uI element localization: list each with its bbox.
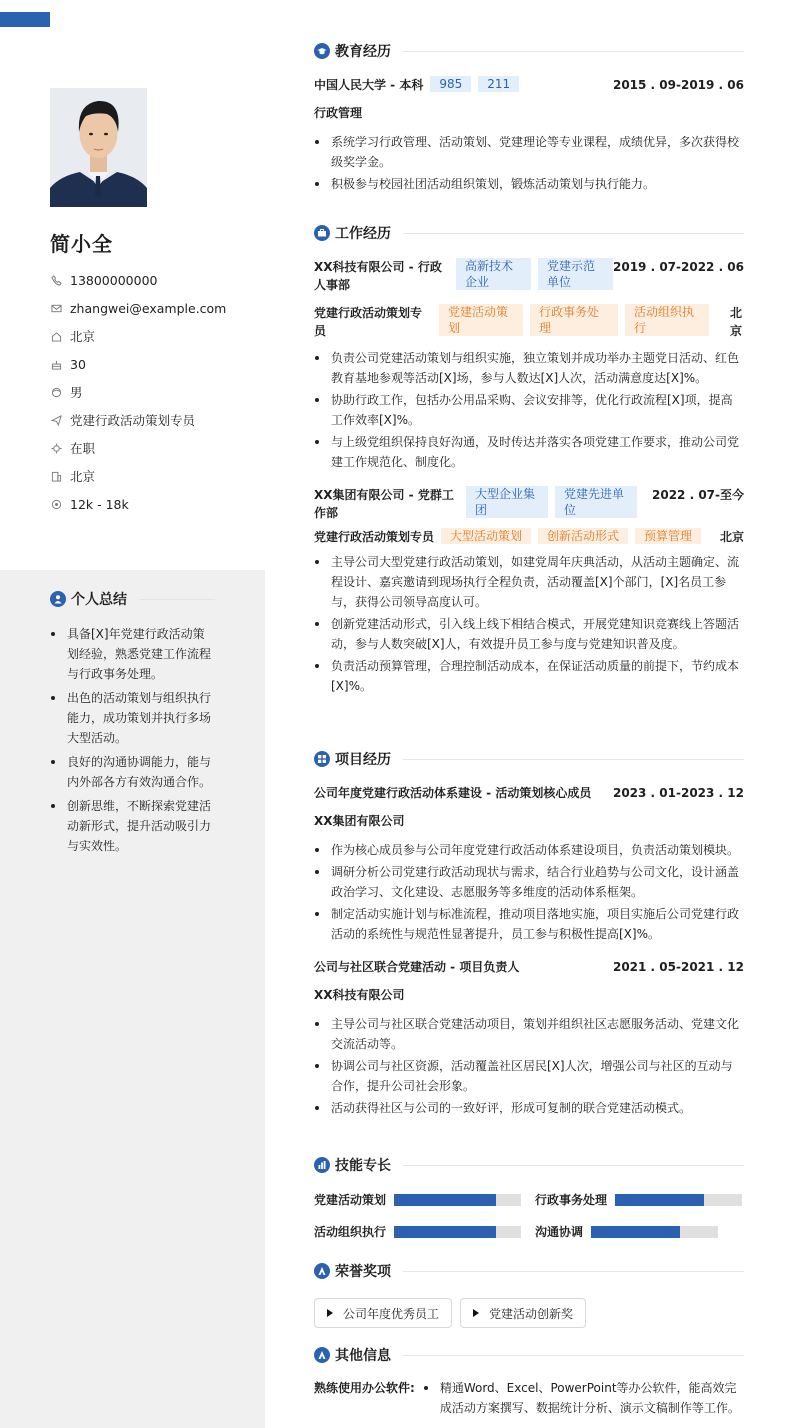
skill-tag: 活动组织执行 — [625, 304, 709, 336]
info-position: 党建行政活动策划专员 — [50, 406, 260, 434]
project-name: 公司年度党建行政活动体系建设 - 活动策划核心成员 — [314, 786, 592, 800]
project-item: 活动获得社区与公司的一致好评，形成可复制的联合党建活动模式。 — [314, 1098, 744, 1118]
major: 行政管理 — [314, 106, 363, 120]
education-header: 教育经历 — [314, 40, 744, 62]
education-section — [314, 40, 744, 196]
skill-tag: 大型活动策划 — [441, 528, 531, 544]
building-icon — [50, 470, 62, 482]
status-icon — [50, 442, 62, 454]
skill-tag: 行政事务处理 — [530, 304, 618, 336]
other-label: 熟练使用办公软件: — [314, 1381, 415, 1395]
company-tag: 高新技术企业 — [456, 258, 531, 290]
skill-row: 活动组织执行 — [314, 1223, 521, 1240]
honors-list — [314, 1298, 744, 1328]
info-salary: 12k - 18k — [50, 490, 260, 518]
school-name: 中国人民大学 - 本科 — [314, 78, 424, 92]
info-age: 30 — [50, 350, 260, 378]
skill-tag: 党建活动策划 — [439, 304, 523, 336]
honors-header: 荣誉奖项 — [314, 1260, 744, 1282]
phone-icon — [50, 274, 62, 286]
triangle-icon — [327, 1309, 333, 1317]
skill-bar — [394, 1226, 521, 1238]
honors-section — [314, 1260, 744, 1328]
job-item: 与上级党组织保持良好沟通，及时传达并落实各项党建工作要求，推动公司党建工作规范化、制度化。 — [314, 432, 744, 472]
info-city: 北京 — [50, 322, 260, 350]
skill-row: 行政事务处理 — [535, 1191, 742, 1208]
summary-section — [50, 588, 215, 860]
skill-bar — [591, 1226, 718, 1238]
education-item: 系统学习行政管理、活动策划、党建理论等专业课程，成绩优异，多次获得校级奖学金。 — [314, 132, 744, 172]
triangle-icon — [473, 1309, 479, 1317]
corner-accent — [0, 12, 50, 27]
job-item: 创新党建活动形式，引入线上线下相结合模式，开展党建知识竞赛线上答题活动，参与人数突破[X]人，有效提升员工参与度与党建知识普及度。 — [314, 614, 744, 654]
project-name: 公司与社区联合党建活动 - 项目负责人 — [314, 960, 520, 974]
profile-photo — [50, 88, 147, 207]
summary-item: 创新思维，不断探索党建活动新形式，提升活动吸引力与实效性。 — [50, 796, 215, 856]
work-section — [314, 222, 744, 698]
project-org: XX集团有限公司 — [314, 814, 405, 828]
job-item: 协助行政工作，包括办公用品采购、会议安排等，优化行政流程[X]项，提高工作效率[X]%。 — [314, 390, 744, 430]
job-role-row — [314, 528, 744, 546]
award-icon — [314, 1263, 330, 1279]
honor-item: 党建活动创新奖 — [460, 1298, 586, 1328]
job-header — [314, 258, 744, 294]
gender-icon — [50, 386, 62, 398]
school-tag: 985 — [430, 76, 471, 92]
project-item: 协调公司与社区资源，活动覆盖社区居民[X]人次，增强公司与社区的互动与合作，提升公司社会形象。 — [314, 1056, 744, 1096]
job-date: 2022 . 07-至今 — [652, 488, 744, 502]
skill-fill — [394, 1194, 496, 1206]
bar-chart-icon — [314, 1157, 330, 1173]
company-tag: 大型企业集团 — [466, 486, 548, 518]
job-header — [314, 486, 744, 522]
summary-header: 个人总结 — [50, 588, 215, 610]
other-item: 精通Word、Excel、PowerPoint等办公软件，能高效完成活动方案撰写、数据统计分析、演示文稿制作等工作。 — [423, 1378, 744, 1418]
project-date: 2023 . 01-2023 . 12 — [612, 786, 744, 800]
other-section — [314, 1344, 744, 1420]
user-icon — [50, 591, 66, 607]
project-item: 调研分析公司党建行政活动现状与需求，结合行业趋势与公司文化，设计涵盖政治学习、文化建设、志愿服务等多维度的活动体系框架。 — [314, 862, 744, 902]
project-item: 主导公司与社区联合党建活动项目，策划并组织社区志愿服务活动、党建文化交流活动等。 — [314, 1014, 744, 1054]
skill-fill — [615, 1194, 704, 1206]
school-tag: 211 — [478, 76, 519, 92]
job-role: 党建行政活动策划专员 — [314, 306, 423, 338]
job-company: XX科技有限公司 - 行政人事部 — [314, 260, 442, 292]
education-item: 积极参与校园社团活动组织策划，锻炼活动策划与执行能力。 — [314, 174, 744, 194]
job-city: 北京 — [730, 306, 743, 338]
contact-info — [50, 266, 260, 518]
info-target-city: 北京 — [50, 462, 260, 490]
email-icon — [50, 302, 62, 314]
info-gender: 男 — [50, 378, 260, 406]
project-org: XX科技有限公司 — [314, 988, 405, 1002]
info-icon — [314, 1347, 330, 1363]
summary-item: 出色的活动策划与组织执行能力，成功策划并执行多场大型活动。 — [50, 688, 215, 748]
honor-item: 公司年度优秀员工 — [314, 1298, 452, 1328]
projects-section — [314, 748, 744, 1120]
graduation-cap-icon — [314, 43, 330, 59]
grid-icon — [314, 751, 330, 767]
info-phone: 13800000000 — [50, 266, 260, 294]
other-header: 其他信息 — [314, 1344, 744, 1366]
company-tag: 党建示范单位 — [538, 258, 613, 290]
skill-fill — [394, 1226, 496, 1238]
candidate-name: 简小全 — [50, 232, 113, 256]
skill-fill — [591, 1226, 680, 1238]
skill-bar — [615, 1194, 742, 1206]
skill-row: 沟通协调 — [535, 1223, 718, 1240]
job-date: 2019 . 07-2022 . 06 — [613, 260, 745, 274]
skill-bar — [394, 1194, 521, 1206]
skill-row: 党建活动策划 — [314, 1191, 521, 1208]
work-header: 工作经历 — [314, 222, 744, 244]
job-item: 主导公司大型党建行政活动策划，如建党周年庆典活动，从活动主题确定、流程设计、嘉宾邀请到现场执行全程负责，活动覆盖[X]个部门，[X]名员工参与，获得公司领导高度认可。 — [314, 552, 744, 612]
skills-header: 技能专长 — [314, 1154, 744, 1176]
coin-icon — [50, 498, 62, 510]
project-item: 制定活动实施计划与标准流程，推动项目落地实施，项目实施后公司党建行政活动的系统性与规范性显著提升，员工参与积极性提高[X]%。 — [314, 904, 744, 944]
projects-header: 项目经历 — [314, 748, 744, 770]
summary-item: 具备[X]年党建行政活动策划经验，熟悉党建工作流程与行政事务处理。 — [50, 624, 215, 684]
info-status: 在职 — [50, 434, 260, 462]
project-header — [314, 958, 744, 976]
education-entry — [314, 76, 744, 94]
info-email: zhangwei@example.com — [50, 294, 260, 322]
project-item: 作为核心成员参与公司年度党建行政活动体系建设项目，负责活动策划模块。 — [314, 840, 744, 860]
home-icon — [50, 330, 62, 342]
company-tag: 党建先进单位 — [555, 486, 637, 518]
summary-item: 良好的沟通协调能力，能与内外部各方有效沟通合作。 — [50, 752, 215, 792]
job-item: 负责活动预算管理，合理控制活动成本，在保证活动质量的前提下，节约成本[X]%。 — [314, 656, 744, 696]
education-date: 2015 . 09-2019 . 06 — [612, 78, 744, 92]
project-date: 2021 . 05-2021 . 12 — [612, 960, 744, 974]
job-role: 党建行政活动策划专员 — [314, 530, 435, 544]
job-city: 北京 — [719, 530, 744, 544]
project-header — [314, 784, 744, 802]
skill-tag: 创新活动形式 — [538, 528, 628, 544]
cake-icon — [50, 358, 62, 370]
job-company: XX集团有限公司 - 党群工作部 — [314, 488, 454, 520]
job-item: 负责公司党建活动策划与组织实施，独立策划并成功举办主题党日活动、红色教育基地参观等活动[X]场，参与人数达[X]人次，活动满意度达[X]%。 — [314, 348, 744, 388]
job-role-row — [314, 304, 744, 340]
skills-section — [314, 1154, 744, 1176]
skill-tag: 预算管理 — [635, 528, 701, 544]
send-icon — [50, 414, 62, 426]
briefcase-icon — [314, 225, 330, 241]
other-row — [314, 1378, 744, 1420]
